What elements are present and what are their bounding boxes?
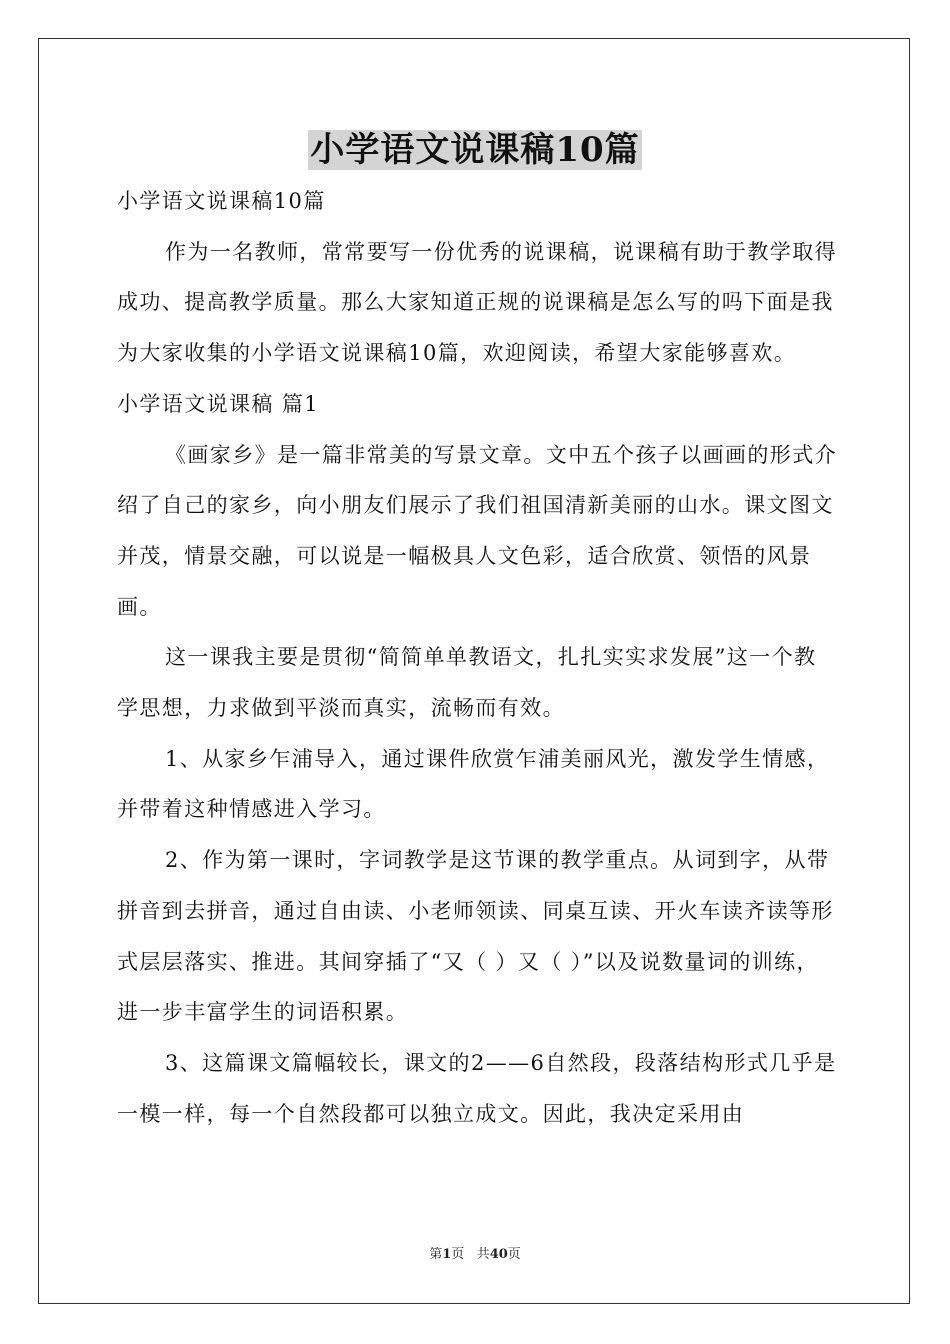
subtitle-line: 小学语文说课稿10篇 bbox=[117, 189, 326, 213]
footer-page-number: 1 bbox=[442, 1247, 452, 1262]
body-paragraph: 《画家乡》是一篇非常美的写景文章。文中五个孩子以画画的形式介绍了自己的家乡，向小朋友们展示了我们祖国清新美丽的山水。课文图文并茂，情景交融，可以说是一幅极具人文色彩，适合欣赏、领悟的风景画。 bbox=[117, 442, 837, 619]
intro-paragraph: 作为一名教师，常常要写一份优秀的说课稿，说课稿有助于教学取得成功、提高教学质量。那么大家知道正规的说课稿是怎么写的吗下面是我为大家收集的小学语文说课稿10篇，欢迎阅读，希望大家能够喜欢。 bbox=[117, 239, 837, 366]
page-footer bbox=[0, 1246, 950, 1264]
body-paragraph: 1、从家乡乍浦导入，通过课件欣赏乍浦美丽风光，激发学生情感，并带着这种情感进入学习。 bbox=[117, 746, 830, 822]
document-title bbox=[0, 124, 950, 176]
body-paragraph: 2、作为第一课时，字词教学是这节课的教学重点。从词到字，从带拼音到去拼音，通过自由读、小老师领读、同桌互读、开火车读齐读等形式层层落实、推进。其间穿插了“又（ ）又（ ）”以及说数量词的训练，进一步丰富学生的词语积累。 bbox=[117, 848, 834, 1025]
body-paragraph: 这一课我主要是贯彻“简简单单教语文，扎扎实实求发展”这一个教学思想，力求做到平淡而真实，流畅而有效。 bbox=[117, 645, 817, 721]
document-body bbox=[117, 176, 837, 1139]
body-paragraph: 3、这篇课文篇幅较长，课文的2——6自然段，段落结构形式几乎是一模一样，每一个自然段都可以独立成文。因此，我决定采用由 bbox=[117, 1050, 837, 1126]
footer-total-prefix: 共 bbox=[476, 1247, 490, 1262]
section-heading: 小学语文说课稿 篇1 bbox=[117, 391, 320, 416]
document-title-text: 小学语文说课稿10篇 bbox=[310, 130, 640, 170]
footer-page-prefix: 第 bbox=[429, 1247, 443, 1262]
footer-total-pages: 40 bbox=[489, 1247, 508, 1262]
footer-page-suffix: 页 bbox=[451, 1247, 465, 1262]
footer-total-suffix: 页 bbox=[507, 1247, 521, 1262]
